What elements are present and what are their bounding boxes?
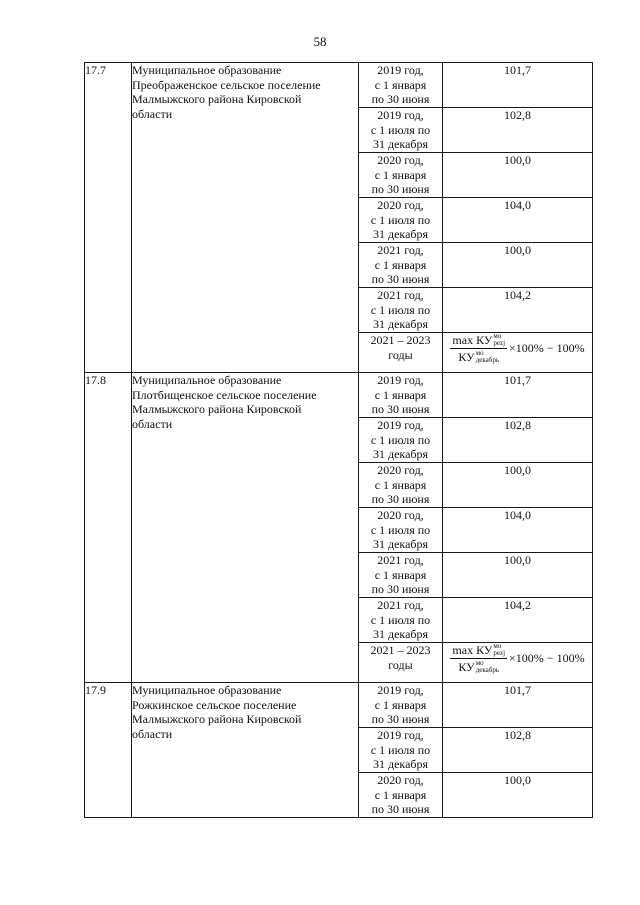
period-line: 2020 год, — [377, 198, 424, 212]
value-cell: 104,0 — [443, 508, 593, 553]
period-line: с 1 января — [374, 167, 427, 182]
name-line: области — [132, 106, 173, 121]
value-cell: 100,0 — [443, 773, 593, 818]
municipality-name — [132, 373, 359, 683]
name-line: Преображенское сельское поселение — [132, 77, 321, 92]
period-line: 2020 год, — [377, 463, 424, 477]
value-cell: 100,0 — [443, 243, 593, 288]
period-line: по 30 июня — [371, 92, 430, 106]
period-line: годы — [388, 347, 413, 362]
table-row — [85, 63, 593, 108]
value-cell: 100,0 — [443, 553, 593, 598]
formula — [443, 333, 592, 364]
period-line: по 30 июня — [371, 272, 430, 286]
period-line: с 1 июля по — [370, 522, 431, 537]
value-cell: 100,0 — [443, 153, 593, 198]
value-cell: 102,8 — [443, 108, 593, 153]
period-cell — [359, 508, 443, 553]
formula-fraction — [450, 643, 507, 674]
period-cell — [359, 63, 443, 108]
period-line: с 1 июля по — [370, 302, 431, 317]
period-cell — [359, 108, 443, 153]
value-cell: 104,2 — [443, 288, 593, 333]
formula-denominator: КУ мо декабрь — [458, 349, 500, 364]
period-line: с 1 января — [374, 567, 427, 582]
period-line: с 1 января — [374, 697, 427, 712]
name-line: Малмыжского района Кировской — [132, 92, 302, 106]
period-line: 2019 год, — [377, 63, 424, 77]
formula — [443, 643, 592, 674]
period-line: с 1 июля по — [370, 432, 431, 447]
period-line: по 30 июня — [371, 712, 430, 726]
name-line: Малмыжского района Кировской — [132, 402, 302, 416]
formula-cell — [443, 333, 593, 373]
period-cell — [359, 243, 443, 288]
period-cell — [359, 373, 443, 418]
formula-tail: ×100% − 100% — [509, 341, 585, 356]
period-cell — [359, 198, 443, 243]
period-line: 2021 – 2023 — [370, 643, 431, 657]
name-line: Плотбищенское сельское поселение — [132, 387, 317, 402]
municipality-name — [132, 683, 359, 818]
period-line: 31 декабря — [372, 227, 429, 241]
period-cell — [359, 418, 443, 463]
table-row — [85, 373, 593, 418]
section-number: 17.7 — [85, 63, 132, 373]
tariff-table — [84, 62, 593, 818]
period-line: с 1 июля по — [370, 742, 431, 757]
period-line: с 1 января — [374, 477, 427, 492]
municipality-name — [132, 63, 359, 373]
period-line: по 30 июня — [371, 402, 430, 416]
value-cell: 100,0 — [443, 463, 593, 508]
formula-numerator: max КУ мо pezj — [452, 332, 506, 347]
section-number: 17.9 — [85, 683, 132, 818]
period-cell — [359, 153, 443, 198]
value-cell: 102,8 — [443, 418, 593, 463]
period-line: с 1 июля по — [370, 212, 431, 227]
period-line: 2019 год, — [377, 728, 424, 742]
period-line: 2019 год, — [377, 683, 424, 697]
value-cell: 101,7 — [443, 683, 593, 728]
period-cell — [359, 683, 443, 728]
value-cell: 101,7 — [443, 63, 593, 108]
period-cell — [359, 598, 443, 643]
period-line: по 30 июня — [371, 492, 430, 506]
name-line: Малмыжского района Кировской — [132, 712, 302, 726]
formula-denominator: КУ мо декабрь — [458, 659, 500, 674]
table-row — [85, 683, 593, 728]
period-line: 2020 год, — [377, 773, 424, 787]
period-line: по 30 июня — [371, 582, 430, 596]
period-line: 2021 год, — [377, 553, 424, 567]
formula-numerator: max КУ мо pezj — [452, 642, 506, 657]
period-line: 2019 год, — [377, 418, 424, 432]
formula-fraction — [450, 333, 507, 364]
period-line: с 1 января — [374, 77, 427, 92]
period-line: с 1 января — [374, 257, 427, 272]
period-line: 31 декабря — [372, 757, 429, 771]
period-line: с 1 января — [374, 387, 427, 402]
page-number: 58 — [313, 34, 327, 49]
period-line: с 1 января — [374, 787, 427, 802]
period-line: 31 декабря — [372, 137, 429, 151]
period-line: годы — [388, 657, 413, 672]
name-line: Муниципальное образование — [132, 373, 282, 387]
period-line: 31 декабря — [372, 537, 429, 551]
period-line: 31 декабря — [372, 317, 429, 331]
value-cell: 101,7 — [443, 373, 593, 418]
period-line: 2019 год, — [377, 373, 424, 387]
name-line: области — [132, 416, 173, 431]
period-line: 2020 год, — [377, 508, 424, 522]
period-line: 2019 год, — [377, 108, 424, 122]
formula-tail: ×100% − 100% — [509, 651, 585, 666]
period-line: по 30 июня — [371, 182, 430, 196]
value-cell: 102,8 — [443, 728, 593, 773]
period-line: 31 декабря — [372, 627, 429, 641]
value-cell: 104,2 — [443, 598, 593, 643]
period-line: с 1 июля по — [370, 122, 431, 137]
period-line: 2021 – 2023 — [370, 333, 431, 347]
period-cell — [359, 463, 443, 508]
value-cell: 104,0 — [443, 198, 593, 243]
period-line: 31 декабря — [372, 447, 429, 461]
period-line: по 30 июня — [371, 802, 430, 816]
period-line: 2020 год, — [377, 153, 424, 167]
period-cell — [359, 553, 443, 598]
period-cell — [359, 333, 443, 373]
formula-cell — [443, 643, 593, 683]
period-line: с 1 июля по — [370, 612, 431, 627]
period-cell — [359, 728, 443, 773]
period-cell — [359, 773, 443, 818]
name-line: Рожкинское сельское поселение — [132, 697, 297, 712]
period-cell — [359, 643, 443, 683]
name-line: Муниципальное образование — [132, 63, 282, 77]
section-number: 17.8 — [85, 373, 132, 683]
period-line: 2021 год, — [377, 243, 424, 257]
name-line: Муниципальное образование — [132, 683, 282, 697]
period-line: 2021 год, — [377, 288, 424, 302]
period-line: 2021 год, — [377, 598, 424, 612]
name-line: области — [132, 726, 173, 741]
period-cell — [359, 288, 443, 333]
